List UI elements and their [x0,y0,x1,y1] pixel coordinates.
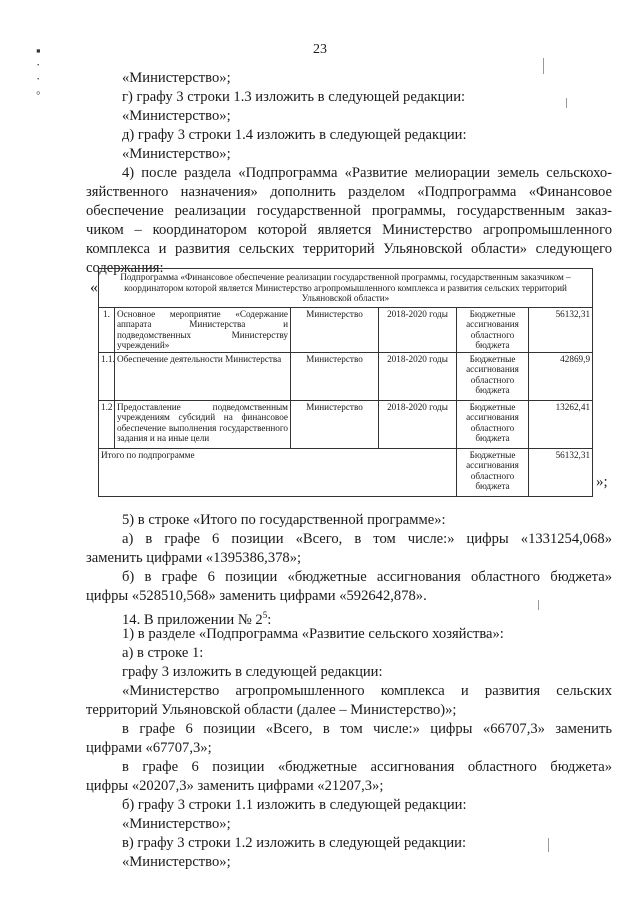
text-line: «Министерство»; [122,854,231,870]
text-line: а) в строке 1: [122,645,204,661]
total-amount: 56132,31 [529,448,593,496]
row-amount: 42869,9 [529,352,593,400]
total-label: Итого по подпрограмме [99,448,457,496]
text-line: д) графу 3 строки 1.4 изложить в следующей редакции: [122,127,467,143]
text-line: в) графу 3 строки 1.2 изложить в следующей редакции: [122,835,467,851]
text-line: цифрами «67707,3»; [86,740,212,756]
row-amount: 56132,31 [529,307,593,352]
margin-marks [36,44,41,100]
text-line: зяйственного назначения» дополнить разделом «Подпрограмма «Финансовое [86,184,612,200]
row-executor: Министерство [291,400,379,448]
row-years: 2018-2020 годы [379,400,457,448]
text-line: б) графу 3 строки 1.1 изложить в следующей редакции: [122,797,467,813]
scan-speck [566,98,569,108]
text-line: «Министерство агропромышленного комплекса и развития сельских [122,683,612,699]
table-row [99,352,593,400]
text-line: заменить цифрами «1395386,378»; [86,550,302,566]
row-name: Обеспечение деятельности Министерства [115,352,291,400]
row-years: 2018-2020 годы [379,352,457,400]
text-line: «Министерство»; [122,146,231,162]
text-line: 4) после раздела «Подпрограмма «Развитие мелиорации земель сельскохо- [122,165,612,181]
text-line: г) графу 3 строки 1.3 изложить в следующей редакции: [122,89,466,105]
text-line: 1) в разделе «Подпрограмма «Развитие сельского хозяйства»: [122,626,504,642]
scan-speck [548,838,551,852]
text-line: в графе 6 позиции «Всего, в том числе:» цифры «66707,3» заменить [122,721,612,737]
text-line: «Министерство»; [122,816,231,832]
text-line: «Министерство»; [122,70,231,86]
table-total-row [99,448,593,496]
table-row [99,307,593,352]
text-line: обеспечение реализации государственной программы, государственным заказ- [86,203,612,219]
text-line: в графе 6 позиции «бюджетные ассигнования областного бюджета» [122,759,612,775]
total-source: Бюджетные ассигнования областного бюджета [457,448,529,496]
text-line: графу 3 изложить в следующей редакции: [122,664,383,680]
text-line: «Министерство»; [122,108,231,124]
scan-speck [543,58,546,74]
closing-quote: »; [596,474,608,490]
row-number: 1.2 [99,400,115,448]
colon: : [267,611,272,628]
margin-mark: ◦ [36,85,41,100]
margin-mark: ▪ [36,43,41,58]
row-executor: Министерство [291,307,379,352]
margin-mark: · [36,71,41,86]
row-source: Бюджетные ассигнования областного бюджета [457,352,529,400]
row-years: 2018-2020 годы [379,307,457,352]
superscript: 5 [262,610,268,620]
row-source: Бюджетные ассигнования областного бюджета [457,400,529,448]
text-line: а) в графе 6 позиции «Всего, в том числе:» цифры «1331254,068» [122,531,612,547]
row-name: Предоставление подведомственным учреждениям субсидий на финансовое обеспечение выполнения государственного задания и на иные цели [115,400,291,448]
scan-speck [538,600,541,610]
opening-quote: « [90,279,98,296]
text-line: содержания: [86,260,164,276]
appendix-heading: 14. В приложении № 2 [122,611,263,628]
margin-mark: · [36,57,41,72]
text-line: территорий Ульяновской области (далее – Министерство)»; [86,702,457,718]
subprogram-table [98,268,593,497]
table-header-row [99,269,593,308]
row-number: 1. [99,307,115,352]
table-row [99,400,593,448]
row-amount: 13262,41 [529,400,593,448]
text-line: цифры «528510,568» заменить цифрами «592642,878». [86,588,427,604]
text-line: чиком – координатором которой является Министерство агропромышленного [86,222,612,238]
row-name: Основное мероприятие «Содержание аппарата Министерства и подведомственных Министерству учреждений» [115,307,291,352]
page-number: 23 [313,42,327,57]
row-number: 1.1. [99,352,115,400]
text-line: комплекса и развития сельских территорий Ульяновской области» следующего [86,241,612,257]
text-line: б) в графе 6 позиции «бюджетные ассигнования областного бюджета» [122,569,612,585]
text-line: 5) в строке «Итого по государственной программе»: [122,512,446,528]
table-header: Подпрограмма «Финансовое обеспечение реализации государственной программы, государственным заказчиком – координатором которой является Министерство агропромышленного комплекса и развития сельских территорий Ульяновской области» [99,269,593,308]
row-source: Бюджетные ассигнования областного бюджета [457,307,529,352]
row-executor: Министерство [291,352,379,400]
text-line: цифры «20207,3» заменить цифрами «21207,3»; [86,778,384,794]
